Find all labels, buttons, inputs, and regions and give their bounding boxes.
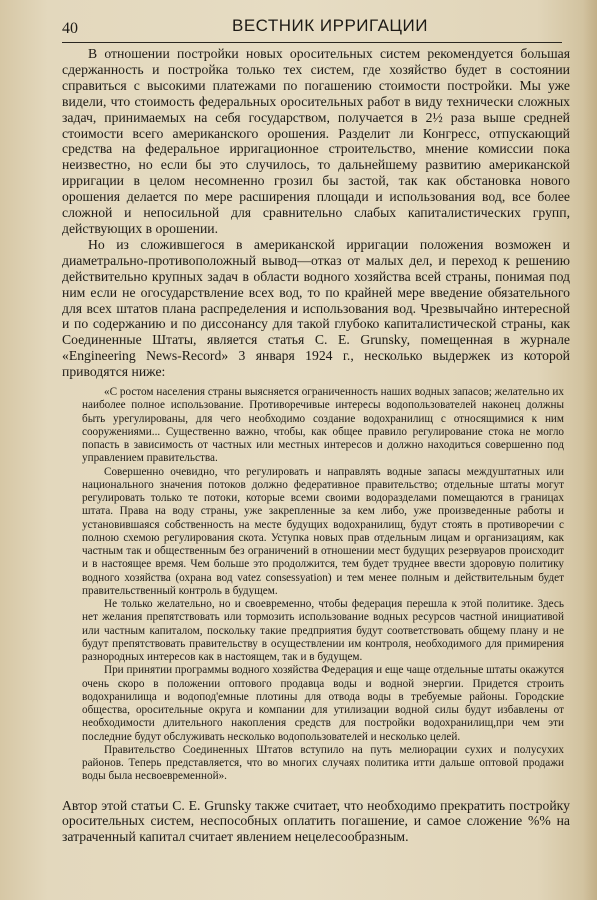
quote-paragraph-5: Правительство Соединенных Штатов вступило на путь мелиорации сухих и полусухих районов. Теперь представляется, что во многих случаях политика итти дальше оптовой продажи воды была несвоевременной».	[82, 743, 564, 783]
page-number: 40	[62, 20, 78, 37]
quote-paragraph-4: При принятии программы водного хозяйства Федерация и еще чаще отдельные штаты окажутся очень скоро в положении оптового продавца воды и водной энергии. Придется строить водохранилища и водопод'емные плотины для отвода воды в требуемые районы. Городские общества, оросительные округа и компании для утилизации водной силы будут избавлены от необходимости длительного накопления средств для постройки водохранилищ,при чем эти последние будут обслуживать несколько водопользователей и несколько целей.	[82, 664, 564, 743]
article-body	[62, 46, 570, 845]
quote-paragraph-2: Совершенно очевидно, что регулировать и направлять водные запасы междуштатных или национального значения потоков должно федеративное правительство; отдельные штаты могут регулировать только те потоки, которые всеми своими водоразделами помещаются в границах штата. Права на воду страны, уже закрепленные за кем либо, уже произведенные работы и установившаяся собственность на месте будущих водохранилищ, будут стоять в противоречии с полною схемою регулирования скота. Уступка новых прав отдельным лицам и организациям, как частным так и общественным без ограничений в отношении мест будущих резервуаров происходит и в настоящее время. Чем больше это продолжится, тем будет труднее ввести здоровую политику водного хозяйства (охрана вод vatez consessyation) и тем менее полным и действительным будет правительственный контроль в будущем.	[82, 465, 564, 597]
page-edge-shading	[583, 0, 597, 900]
paragraph-3: Автор этой статьи С. Е. Grunsky также считает, что необходимо прекратить постройку оросительных систем, неспособных оплатить погашение, и самое сложение %% на затраченный капитал считает явлением нецелесообразным.	[62, 797, 570, 845]
paragraph-2: Но из сложившегося в американской ирригации положения возможен и диаметрально-противоположный вывод—отказ от малых дел, и переход к решению действительно крупных задач в области водного хозяйства всей страны, понимая под ним если не огосударствление всех вод, то по крайней мере введение обязательного для всех штатов плана распределения и использования вод. Чрезвычайно интересной и по содержанию и по диссонансу для такой глубоко капиталистической страны, как Соединенные Штаты, является статья С. Е. Grunsky, помещенная в журнале «Engineering News-Record» 3 января 1924 г., несколько выдержек из которой приводятся ниже:	[62, 236, 570, 380]
journal-title: ВЕСТНИК ИРРИГАЦИИ	[232, 16, 428, 35]
quote-paragraph-3: Не только желательно, но и своевременно, чтобы федерация перешла к этой политике. Здесь нет желания препятствовать или тормозить использование водных ресурсов частной инициативой или частным капиталом, поскольку такие предприятия будут соответствовать общему плану и не будут препятствовать правительству в осуществлении им контроля, необходимого для примирения разнородных интересов как в настоящем, так и в будущем.	[82, 598, 564, 664]
paragraph-1: В отношении постройки новых оросительных систем рекомендуется большая сдержанность и постройка только тех систем, где хозяйство будет в состоянии справиться с высокими платежами по погашению стоимости постройки. Мы уже видели, что стоимость федеральных оросительных работ в виду технически сложных задач, принимаемых на себя государством, получается в 2½ раза выше средней стоимости всего американского орошения. Разделит ли Конгресс, отпускающий средства на федеральное ирригационное строительство, мнение комиссии пока неизвестно, но если бы это случилось, то дальнейшему развитию американской ирригации в целом несомненно грозил бы застой, так как обстановка нового орошения делается по мере расширения площади и использования вод, все более сложной и непосильной для сравнительно слабых капиталистических групп, действующих в орошении.	[62, 46, 570, 236]
page-header	[62, 12, 562, 42]
header-rule	[62, 42, 562, 43]
quote-paragraph-1: «С ростом населения страны выясняется ограниченность наших водных запасов; желательно их наиболее полное использование. Противоречивые интересы водопользователей наконец должны быть урегулированы, для чего необходимо создание водохранилищ с относящимися к ним сооружениями... Существенно важно, чтобы, как общее правило регулирование стока не могло попасть в зависимость от частных или местных интересов и должно находиться совершенно под управлением правительства.	[82, 386, 564, 465]
